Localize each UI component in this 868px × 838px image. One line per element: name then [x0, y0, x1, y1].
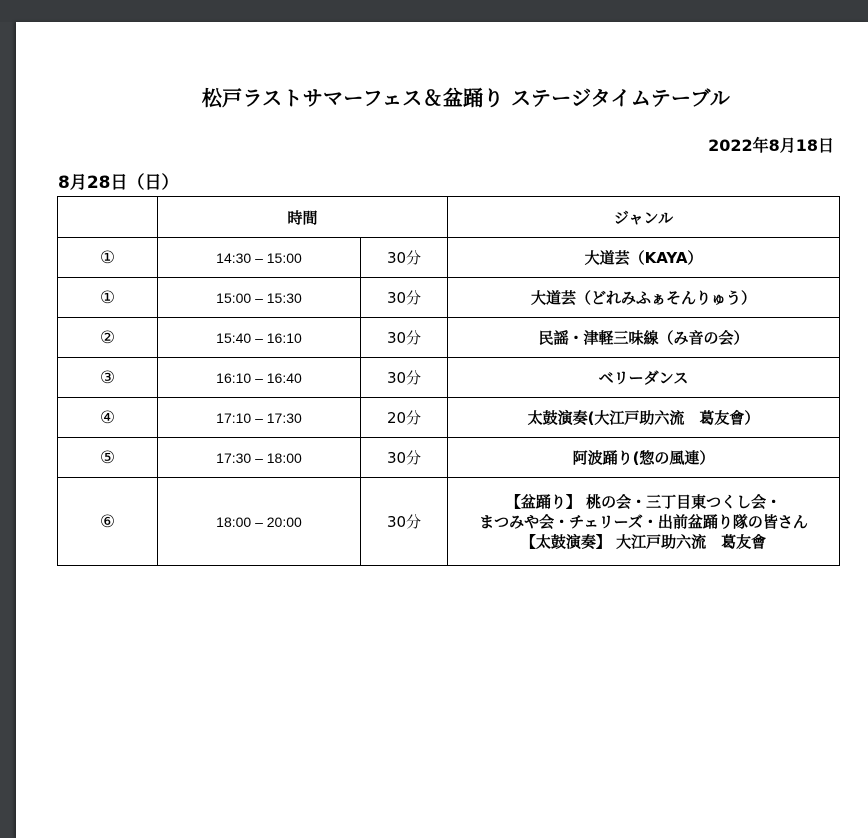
table-row: [58, 478, 840, 566]
table-row: [58, 358, 840, 398]
row-genre: [448, 478, 840, 566]
genre-line: 大道芸（KAYA）: [584, 248, 703, 267]
header-genre: ジャンル: [448, 197, 840, 238]
table-row: [58, 238, 840, 278]
row-number: ③: [58, 358, 158, 398]
document-page: [16, 22, 868, 838]
genre-line: 【盆踊り】 桃の会・三丁目東つくし会・: [505, 492, 782, 511]
row-genre: [448, 438, 840, 478]
row-genre: [448, 358, 840, 398]
genre-line: 太鼓演奏(大江戸助六流 葛友會）: [527, 408, 760, 427]
row-genre: [448, 398, 840, 438]
genre-line: 大道芸（どれみふぁそんりゅう）: [531, 288, 757, 307]
genre-line: 【太鼓演奏】 大江戸助六流 葛友會: [520, 532, 767, 551]
row-number: ②: [58, 318, 158, 358]
row-number: ①: [58, 278, 158, 318]
timetable-header-row: [58, 197, 840, 238]
document-title: 松戸ラストサマーフェス＆盆踊り ステージタイムテーブル: [201, 86, 731, 110]
row-duration: 30分: [361, 278, 448, 318]
row-duration: 30分: [361, 438, 448, 478]
row-time: 15:40 – 16:10: [158, 318, 361, 358]
row-time: 18:00 – 20:00: [158, 478, 361, 566]
row-number: ①: [58, 238, 158, 278]
row-duration: 30分: [361, 478, 448, 566]
timetable-body: [58, 238, 840, 566]
row-genre: [448, 278, 840, 318]
row-time: 17:10 – 17:30: [158, 398, 361, 438]
genre-line: 阿波踊り(惣の風連）: [572, 448, 715, 467]
genre-line: 民謡・津軽三味線（み音の会）: [538, 328, 749, 347]
row-genre: [448, 238, 840, 278]
row-time: 17:30 – 18:00: [158, 438, 361, 478]
row-duration: 30分: [361, 358, 448, 398]
row-number: ⑤: [58, 438, 158, 478]
row-time: 16:10 – 16:40: [158, 358, 361, 398]
row-duration: 30分: [361, 238, 448, 278]
header-number: [58, 197, 158, 238]
table-row: [58, 398, 840, 438]
row-number: ④: [58, 398, 158, 438]
event-day-label: 8月28日（日）: [58, 173, 179, 193]
table-row: [58, 438, 840, 478]
row-duration: 20分: [361, 398, 448, 438]
genre-line: まつみや会・チェリーズ・出前盆踊り隊の皆さん: [479, 512, 808, 531]
timetable: [57, 196, 840, 566]
viewer-left-bar: [0, 22, 16, 838]
header-time: 時間: [158, 197, 448, 238]
genre-line: ベリーダンス: [598, 368, 689, 387]
row-time: 15:00 – 15:30: [158, 278, 361, 318]
document-date: 2022年8月18日: [708, 136, 834, 155]
table-row: [58, 278, 840, 318]
row-duration: 30分: [361, 318, 448, 358]
row-number: ⑥: [58, 478, 158, 566]
row-genre: [448, 318, 840, 358]
viewer-top-bar: [0, 0, 868, 22]
row-time: 14:30 – 15:00: [158, 238, 361, 278]
table-row: [58, 318, 840, 358]
